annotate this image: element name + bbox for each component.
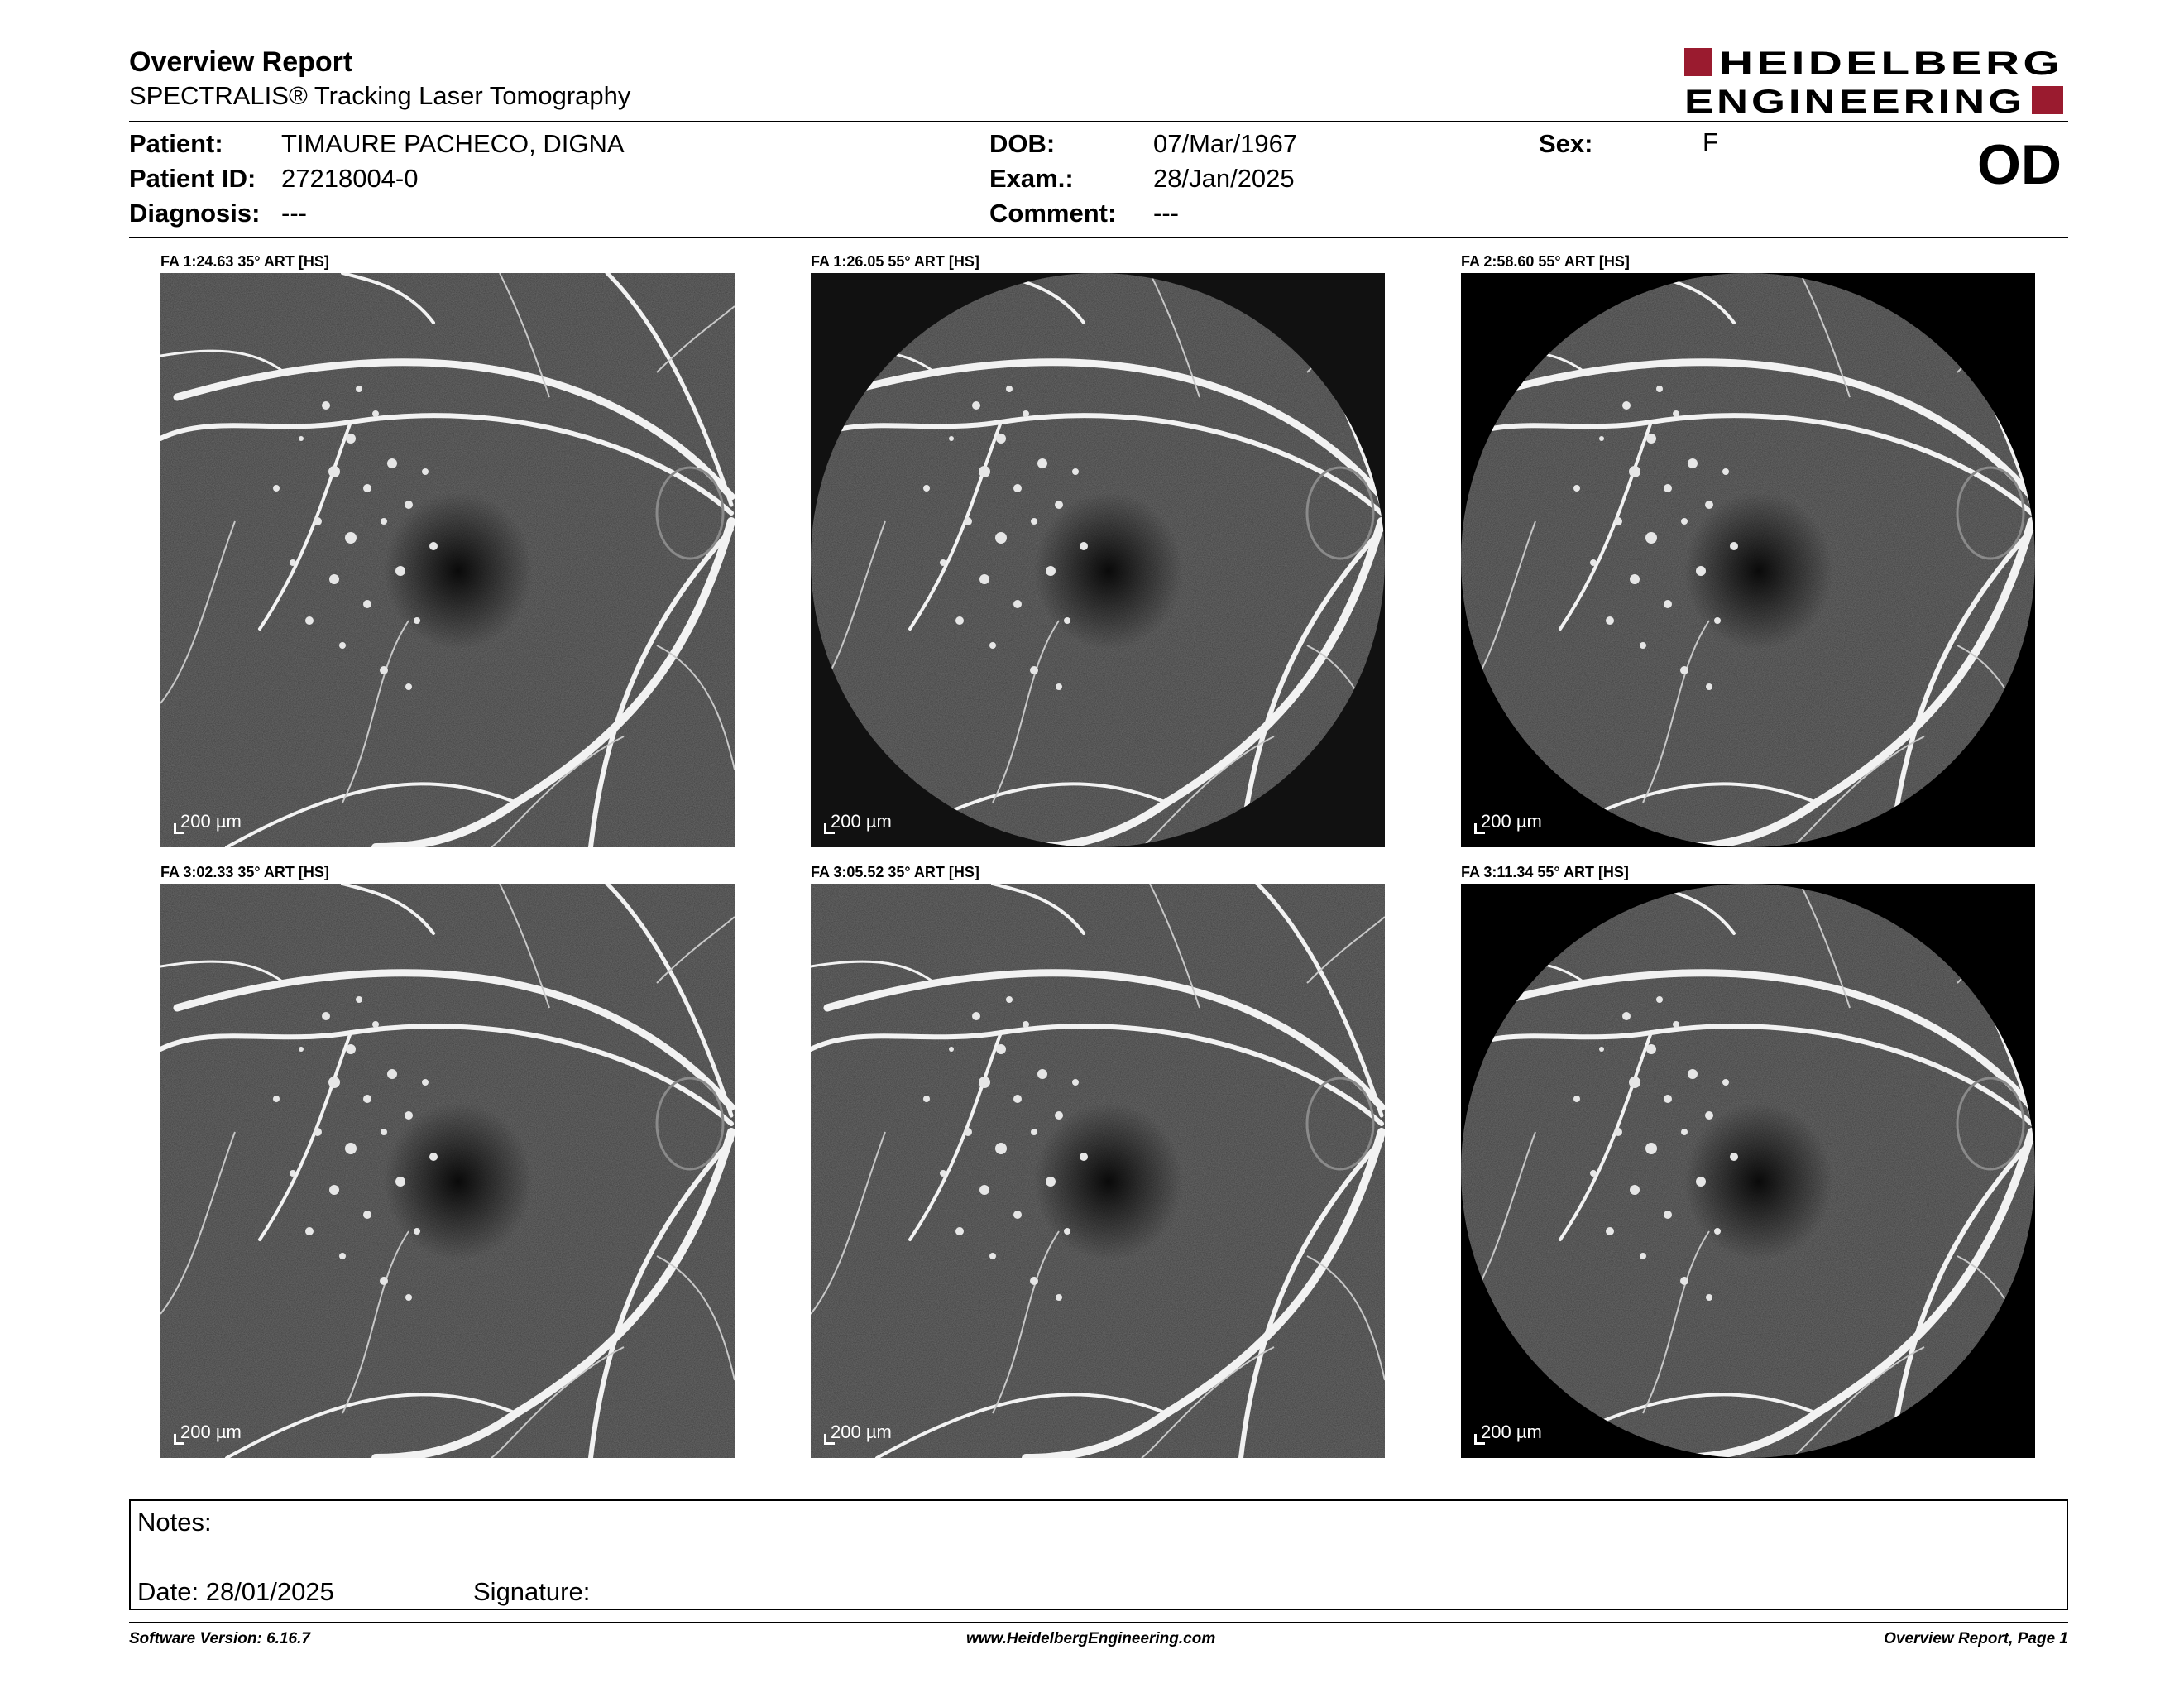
signature-label: Signature: xyxy=(473,1577,591,1606)
report-subtitle: SPECTRALIS® Tracking Laser Tomography xyxy=(129,81,631,110)
logo-line2: ENGINEERING xyxy=(1684,84,2025,117)
logo-line1: HEIDELBERG xyxy=(1719,46,2063,82)
scale-bar: 200 µm xyxy=(1474,1423,1542,1445)
fundus-image xyxy=(811,884,1385,1458)
scale-bar: 200 µm xyxy=(1474,813,1542,834)
notes-box[interactable] xyxy=(129,1499,2068,1610)
sex-label: Sex: xyxy=(1539,129,1593,158)
fundus-image xyxy=(811,273,1385,847)
patient-id-value: 27218004-0 xyxy=(281,164,419,193)
fundus-image xyxy=(160,273,735,847)
patient-divider xyxy=(129,237,2068,238)
scale-bar: 200 µm xyxy=(174,1423,242,1445)
scale-bar: 200 µm xyxy=(824,1423,892,1445)
image-label: FA 3:05.52 35° ART [HS] xyxy=(811,864,979,880)
heidelberg-logo xyxy=(1684,46,2065,117)
fundus-image xyxy=(160,884,735,1458)
footer-divider xyxy=(129,1622,2068,1623)
image-label: FA 3:11.34 55° ART [HS] xyxy=(1461,864,1629,880)
notes-label: Notes: xyxy=(137,1508,212,1537)
exam-label: Exam.: xyxy=(989,164,1074,193)
website-link[interactable]: www.HeidelbergEngineering.com xyxy=(966,1630,1216,1647)
sex-value: F xyxy=(1703,127,1718,156)
diagnosis-value: --- xyxy=(281,199,307,228)
exam-value: 28/Jan/2025 xyxy=(1153,164,1295,193)
header-divider xyxy=(129,121,2068,122)
fundus-image xyxy=(1461,884,2035,1458)
comment-value: --- xyxy=(1153,199,1179,228)
date-field: Date: 28/01/2025 xyxy=(137,1577,334,1606)
comment-label: Comment: xyxy=(989,199,1117,228)
patient-name: TIMAURE PACHECO, DIGNA xyxy=(281,129,625,158)
image-label: FA 1:24.63 35° ART [HS] xyxy=(160,253,329,270)
dob-value: 07/Mar/1967 xyxy=(1153,129,1298,158)
scale-bar: 200 µm xyxy=(174,813,242,834)
patient-id-label: Patient ID: xyxy=(129,164,256,193)
image-label: FA 3:02.33 35° ART [HS] xyxy=(160,864,329,880)
diagnosis-label: Diagnosis: xyxy=(129,199,261,228)
software-version: Software Version: 6.16.7 xyxy=(129,1630,310,1647)
report-title: Overview Report xyxy=(129,46,353,78)
fundus-image xyxy=(1461,273,2035,847)
dob-label: DOB: xyxy=(989,129,1056,158)
patient-label: Patient: xyxy=(129,129,223,158)
image-label: FA 1:26.05 55° ART [HS] xyxy=(811,253,979,270)
page-number: Overview Report, Page 1 xyxy=(1884,1630,2068,1647)
eye-indicator: OD xyxy=(1977,133,2062,196)
scale-bar: 200 µm xyxy=(824,813,892,834)
image-label: FA 2:58.60 55° ART [HS] xyxy=(1461,253,1630,270)
